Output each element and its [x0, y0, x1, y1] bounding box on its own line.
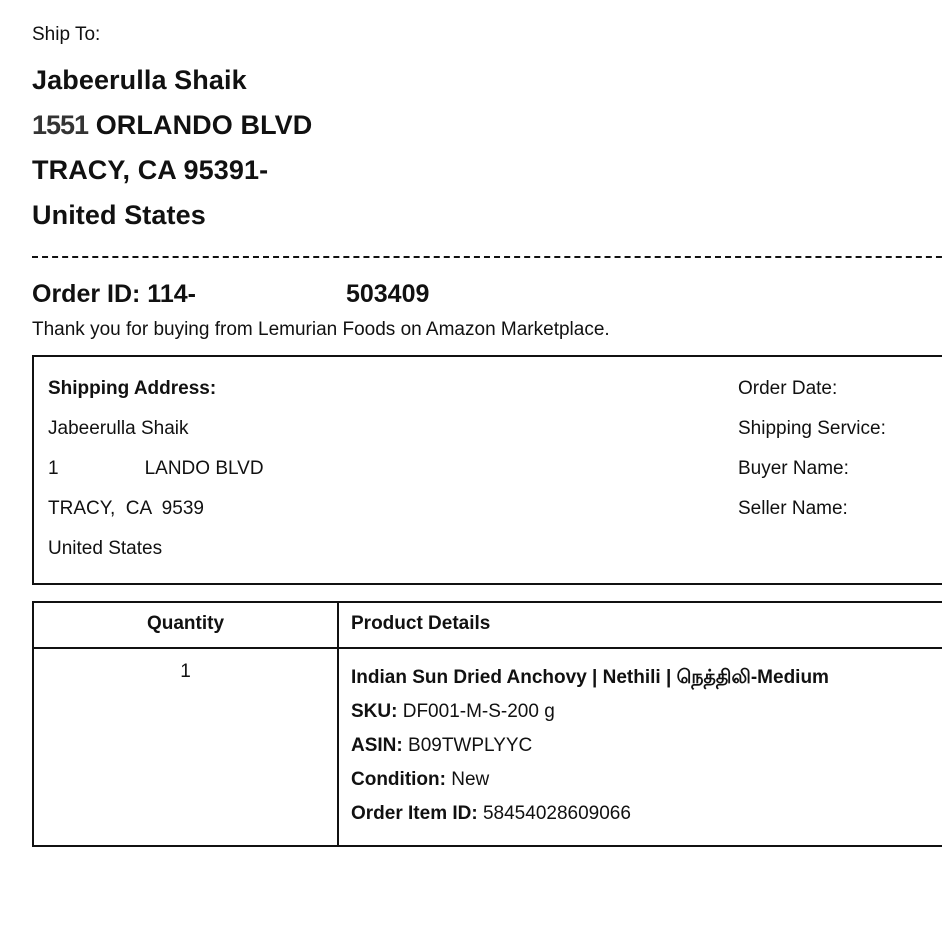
- shipping-address-title: Shipping Address:: [48, 378, 217, 399]
- shipping-address-name: Jabeerulla Shaik: [48, 418, 189, 439]
- shipping-address-street-prefix: 1: [48, 458, 59, 479]
- thank-you-message: Thank you for buying from Lemurian Foods on Amazon Marketplace.: [32, 319, 610, 340]
- ship-to-name: Jabeerulla Shaik: [32, 65, 247, 95]
- product-condition: [351, 763, 942, 797]
- items-table-header: [34, 603, 942, 649]
- dashed-divider: [32, 256, 942, 258]
- order-id-prefix: Order ID: 114-: [32, 280, 196, 308]
- order-item-id-value: 58454028609066: [482, 803, 631, 824]
- sku-label: SKU:: [351, 701, 398, 722]
- asin-label: ASIN:: [351, 735, 403, 756]
- order-meta-column: [738, 369, 936, 569]
- order-item-id-label: Order Item ID:: [351, 803, 478, 824]
- table-row: [34, 649, 942, 845]
- shipping-service-label: Shipping Service:: [738, 418, 886, 439]
- order-id-line: [32, 280, 942, 309]
- condition-label: Condition:: [351, 769, 446, 790]
- product-asin: [351, 729, 942, 763]
- condition-value: New: [451, 769, 490, 790]
- shipping-address-street: [48, 449, 738, 489]
- ship-to-street: [32, 103, 942, 148]
- asin-value: B09TWPLYYC: [408, 735, 533, 756]
- cell-quantity: 1: [34, 649, 339, 845]
- ship-to-street-name: ORLANDO BLVD: [95, 110, 313, 140]
- ship-to-street-number: 1551: [32, 110, 89, 140]
- column-header-quantity: Quantity: [34, 603, 339, 647]
- shipping-address-street-suffix: LANDO BLVD: [144, 458, 264, 479]
- shipping-address-city-state-zip: TRACY, CA 9539: [48, 498, 204, 519]
- product-title: Indian Sun Dried Anchovy | Nethili | நெத்திலி-Medium: [351, 667, 829, 688]
- product-order-item-id: [351, 797, 942, 831]
- sku-value: DF001-M-S-200 g: [402, 701, 555, 722]
- shipping-address-country: United States: [48, 538, 163, 559]
- ship-to-address-block: [32, 58, 942, 238]
- order-date-label: Order Date:: [738, 378, 838, 399]
- shipping-address-column: [48, 369, 738, 569]
- column-header-product-details: Product Details: [351, 613, 491, 634]
- ship-to-country: United States: [32, 200, 206, 230]
- items-table: [32, 601, 942, 847]
- buyer-name-label: Buyer Name:: [738, 458, 849, 479]
- ship-to-label: Ship To:: [32, 24, 101, 45]
- order-id-suffix: 503409: [345, 280, 430, 308]
- seller-name-label: Seller Name:: [738, 498, 848, 519]
- ship-to-city-state-zip: TRACY, CA 95391-: [32, 155, 269, 185]
- address-details-box: [32, 355, 942, 585]
- product-sku: [351, 695, 942, 729]
- cell-product-details: [339, 649, 942, 845]
